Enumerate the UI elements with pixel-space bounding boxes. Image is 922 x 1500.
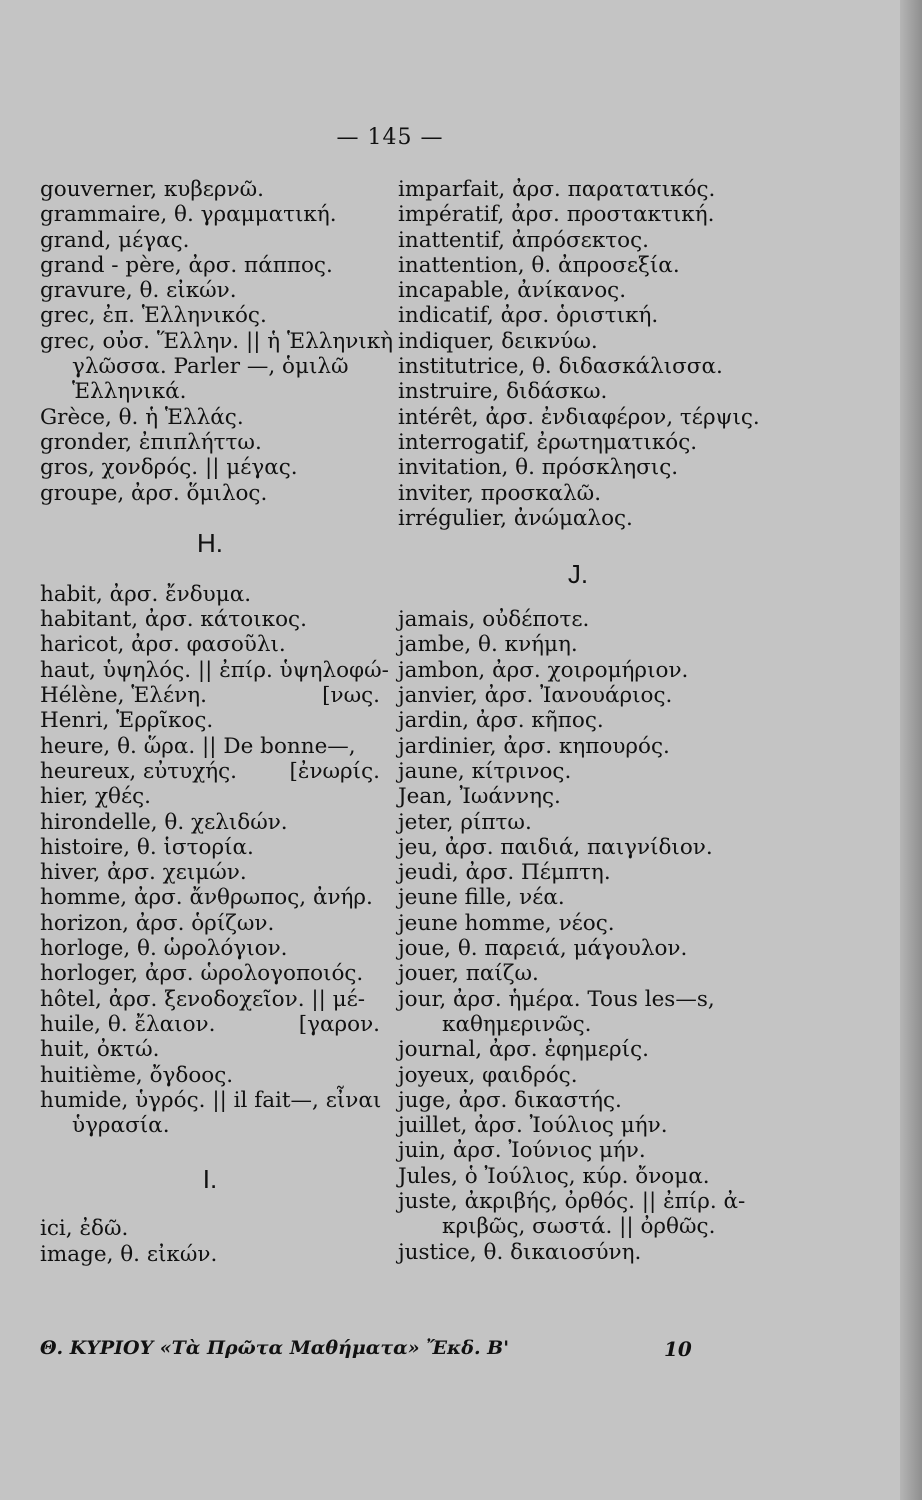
section-heading-h: H. [197, 527, 223, 558]
entry-overflow: [νως. [322, 683, 380, 709]
dictionary-entry: jeune homme, νέος. [398, 910, 615, 936]
page-number: — 145 — [336, 125, 444, 150]
dictionary-entry: grec, οὐσ. Ἕλλην. || ἡ Ἑλληνικὴ [40, 328, 394, 354]
dictionary-entry: jardinier, ἀρσ. κηπουρός. [398, 733, 670, 759]
dictionary-entry: Henri, Ἑρρῖκος. [40, 708, 214, 734]
dictionary-entry: institutrice, θ. διδασκάλισσα. [398, 354, 723, 380]
dictionary-entry: irrégulier, ἀνώμαλος. [398, 505, 633, 531]
dictionary-entry: juillet, ἀρσ. Ἰούλιος μήν. [398, 1113, 668, 1139]
dictionary-entry: horloger, ἀρσ. ὡρολογοποιός. [40, 961, 364, 987]
dictionary-entry: inattentif, ἀπρόσεκτος. [398, 227, 649, 253]
dictionary-entry: Jean, Ἰωάννης. [398, 784, 561, 810]
dictionary-entry: jaune, κίτρινος. [398, 758, 572, 784]
dictionary-entry [40, 683, 380, 708]
dictionary-entry: jeune fille, νέα. [398, 885, 565, 911]
dictionary-entry: hirondelle, θ. χελιδών. [40, 809, 288, 835]
dictionary-entry: joue, θ. παρειά, μάγουλον. [398, 936, 688, 962]
dictionary-entry: indiquer, δεικνύω. [398, 328, 598, 354]
entry-continuation: καθημερινῶς. [442, 1011, 592, 1037]
dictionary-entry: inattention, θ. ἀπροσεξία. [398, 252, 680, 278]
dictionary-entry: huit, ὀκτώ. [40, 1037, 160, 1063]
section-heading-i: I. [202, 1164, 218, 1195]
dictionary-entry: jardin, ἀρσ. κῆπος. [398, 708, 604, 734]
dictionary-entry: homme, ἀρσ. ἄνθρωπος, ἀνήρ. [40, 885, 373, 911]
dictionary-entry: groupe, ἀρσ. ὅμιλος. [40, 480, 268, 506]
dictionary-entry: jour, ἀρσ. ἡμέρα. Tous les—s, [398, 986, 715, 1012]
dictionary-entry: gouverner, κυβερνῶ. [40, 177, 265, 202]
dictionary-entry: habit, ἀρσ. ἔνδυμα. [40, 581, 252, 607]
dictionary-entry: Jules, ὁ Ἰούλιος, κύρ. ὄνομα. [398, 1163, 710, 1189]
dictionary-entry: image, θ. εἰκών. [40, 1241, 218, 1267]
dictionary-entry: justice, θ. δικαιοσύνη. [398, 1239, 642, 1265]
footer-book-title: Θ. ΚΥΡΙΟΥ «Τὰ Πρῶτα Μαθήματα» Ἔκδ. Β' [40, 1337, 510, 1359]
entry-continuation: ὑγρασία. [72, 1113, 170, 1139]
dictionary-entry [40, 759, 380, 784]
dictionary-entry [40, 1012, 380, 1037]
dictionary-entry: joyeux, φαιδρός. [398, 1062, 578, 1088]
dictionary-entry: haricot, ἀρσ. φασοῦλι. [40, 632, 286, 658]
dictionary-entry: inviter, προσκαλῶ. [398, 480, 602, 506]
dictionary-entry: imparfait, ἀρσ. παρατατικός. [398, 177, 716, 202]
dictionary-entry: jambe, θ. κνήμη. [398, 632, 578, 658]
dictionary-entry: grammaire, θ. γραμματική. [40, 202, 337, 228]
dictionary-entry: jeter, ρίπτω. [398, 809, 532, 835]
dictionary-entry: grand, μέγας. [40, 227, 190, 253]
dictionary-entry: jamais, οὐδέποτε. [398, 607, 590, 633]
dictionary-entry: histoire, θ. ἱστορία. [40, 834, 254, 860]
dictionary-entry: grand - père, ἀρσ. πάππος. [40, 252, 333, 278]
entry-text: Hélène, Ἑλένη. [40, 683, 207, 709]
footer-signature-number: 10 [664, 1337, 692, 1361]
dictionary-entry: intérêt, ἀρσ. ἐνδιαφέρον, τέρψις. [398, 404, 760, 430]
entry-continuation: γλῶσσα. Parler —, ὁμιλῶ [72, 354, 349, 380]
dictionary-entry: humide, ὑγρός. || il fait—, εἶναι [40, 1087, 382, 1113]
dictionary-entry: juin, ἀρσ. Ἰούνιος μήν. [398, 1138, 646, 1164]
dictionary-entry: hiver, ἀρσ. χειμών. [40, 860, 247, 886]
dictionary-entry: juste, ἀκριβής, ὀρθός. || ἐπίρ. ἀ- [398, 1188, 746, 1214]
dictionary-entry: jeu, ἀρσ. παιδιά, παιγνίδιον. [398, 834, 713, 860]
dictionary-entry: journal, ἀρσ. ἐφημερίς. [398, 1037, 649, 1063]
dictionary-entry: ici, ἐδῶ. [40, 1216, 129, 1242]
dictionary-entry: invitation, θ. πρόσκλησις. [398, 455, 679, 481]
dictionary-entry: huitième, ὄγδοος. [40, 1062, 234, 1088]
dictionary-entry: Grèce, θ. ἡ Ἑλλάς. [40, 404, 244, 430]
dictionary-entry: jambon, ἀρσ. χοιρομήριον. [398, 657, 689, 683]
dictionary-entry: habitant, ἀρσ. κάτοικος. [40, 607, 307, 633]
dictionary-entry: horloge, θ. ὡρολόγιον. [40, 936, 288, 962]
dictionary-entry: interrogatif, ἐρωτηματικός. [398, 429, 698, 455]
dictionary-entry: juge, ἀρσ. δικαστής. [398, 1087, 622, 1113]
dictionary-entry: jouer, παίζω. [398, 961, 539, 987]
dictionary-entry: heure, θ. ὥρα. || De bonne—, [40, 733, 356, 759]
dictionary-entry: gravure, θ. εἰκών. [40, 278, 237, 304]
right-column [398, 177, 758, 1265]
entry-text: heureux, εὐτυχής. [40, 758, 238, 784]
dictionary-entry: janvier, ἀρσ. Ἰανουάριος. [398, 683, 673, 709]
entry-continuation: Ἑλληνικά. [72, 379, 187, 405]
entry-overflow: [ἐνωρίς. [289, 758, 380, 784]
dictionary-entry: incapable, ἀνίκανος. [398, 278, 627, 304]
dictionary-entry: horizon, ἀρσ. ὁρίζων. [40, 910, 275, 936]
section-heading-j: J. [567, 559, 589, 590]
dictionary-entry: hier, χθές. [40, 784, 152, 810]
entry-overflow: [γαρον. [298, 1011, 380, 1037]
dictionary-entry: haut, ὑψηλός. || ἐπίρ. ὑψηλοφώ- [40, 657, 389, 683]
entry-text: huile, θ. ἔλαιον. [40, 1011, 216, 1037]
dictionary-entry: grec, ἐπ. Ἑλληνικός. [40, 303, 267, 329]
left-column [40, 177, 394, 1267]
dictionary-entry: gronder, ἐπιπλήττω. [40, 429, 262, 455]
dictionary-entry: gros, χονδρός. || μέγας. [40, 455, 298, 481]
dictionary-entry: indicatif, ἀρσ. ὁριστική. [398, 303, 659, 329]
dictionary-entry: impératif, ἀρσ. προστακτική. [398, 202, 715, 228]
entry-continuation: κριβῶς, σωστά. || ὀρθῶς. [442, 1214, 716, 1240]
dictionary-entry: hôtel, ἀρσ. ξενοδοχεῖον. || μέ- [40, 986, 366, 1012]
dictionary-entry: jeudi, ἀρσ. Πέμπτη. [398, 860, 611, 886]
dictionary-entry: instruire, διδάσκω. [398, 379, 608, 405]
